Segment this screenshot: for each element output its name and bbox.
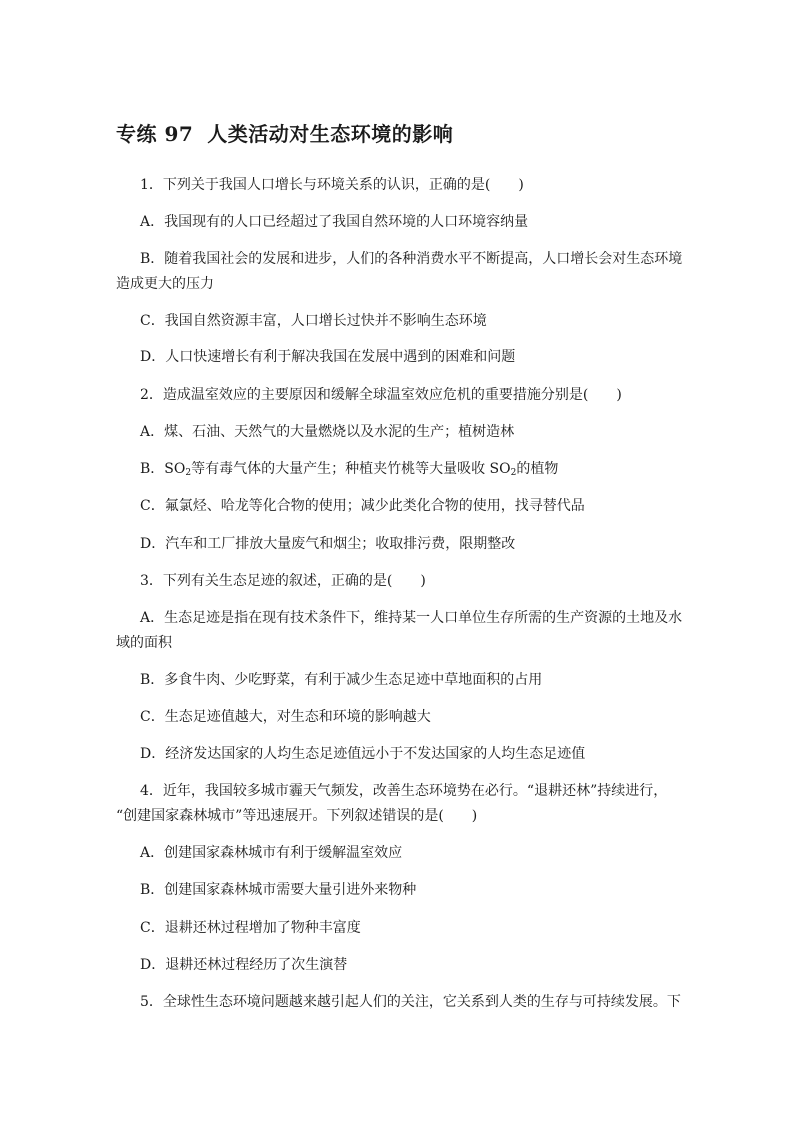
exercise-number: 专练 97 [116,122,194,146]
question-3-option-c: C．生态足迹值越大，对生态和环境的影响越大 [140,709,431,725]
question-2-option-d: D．汽车和工厂排放大量废气和烟尘；收取排污费，限期整改 [140,536,516,552]
question-3: 3．下列有关生态足迹的叙述，正确的是( ) [140,573,426,589]
subscript-2: 2 [185,468,192,478]
q2b-pre: B．SO [140,461,186,477]
question-4-option-b: B．创建国家森林城市需要大量引进外来物种 [140,882,417,898]
page-title [116,118,453,147]
question-1-option-b: B．随着我国社会的发展和进步，人们的各种消费水平不断提高，人口增长会对生态环境 [140,251,683,267]
question-3-option-b: B．多食牛肉、少吃野菜，有利于减少生态足迹中草地面积的占用 [140,672,543,688]
question-2-option-c: C．氟氯烃、哈龙等化合物的使用；减少此类化合物的使用，找寻替代品 [140,498,585,514]
q2b-post: 的植物 [516,461,559,477]
question-1: 1．下列关于我国人口增长与环境关系的认识，正确的是( ) [140,177,524,193]
question-4-cont: “创建国家森林城市”等迅速展开。下列叙述错误的是( ) [116,808,478,824]
q2b-mid: 等有毒气体的大量产生；种植夹竹桃等大量吸收 SO [191,461,511,477]
question-4: 4．近年，我国较多城市霾天气频发，改善生态环境势在必行。“退耕还林”持续进行， [140,783,668,799]
question-2-option-b [140,459,558,479]
question-1-option-a: A．我国现有的人口已经超过了我国自然环境的人口环境容纳量 [140,214,529,230]
question-1-option-c: C．我国自然资源丰富，人口增长过快并不影响生态环境 [140,313,487,329]
question-4-option-d: D．退耕还林过程经历了次生演替 [140,957,348,973]
question-4-option-c: C．退耕还林过程增加了物种丰富度 [140,920,361,936]
question-2: 2．造成温室效应的主要原因和缓解全球温室效应危机的重要措施分别是( ) [140,387,622,403]
question-3-option-d: D．经济发达国家的人均生态足迹值远小于不发达国家的人均生态足迹值 [140,746,586,762]
exercise-title: 人类活动对生态环境的影响 [207,122,454,146]
question-3-option-a: A．生态足迹是指在现有技术条件下，维持某一人口单位生存所需的生产资源的土地及水 [140,610,683,626]
question-5: 5．全球性生态环境问题越来越引起人们的关注，它关系到人类的生存与可持续发展。下 [140,994,681,1010]
question-4-option-a: A．创建国家森林城市有利于缓解温室效应 [140,845,403,861]
question-1-option-d: D．人口快速增长有利于解决我国在发展中遇到的困难和问题 [140,349,516,365]
subscript-2: 2 [510,468,517,478]
question-1-option-b-cont: 造成更大的压力 [116,276,214,292]
question-2-option-a: A．煤、石油、天然气的大量燃烧以及水泥的生产；植树造林 [140,424,515,440]
question-3-option-a-cont: 域的面积 [116,635,172,651]
